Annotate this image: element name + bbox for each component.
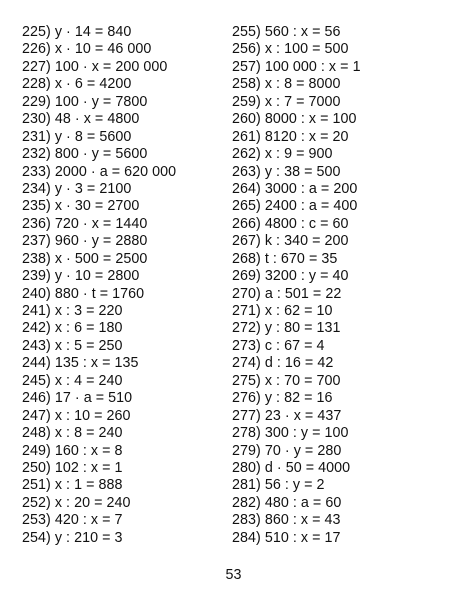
problem-277: 277) 23 · x = 437	[232, 407, 342, 424]
problem-236: 236) 720 · x = 1440	[22, 215, 148, 232]
problem-238: 238) x · 500 = 2500	[22, 250, 148, 267]
problem-227: 227) 100 · x = 200 000	[22, 58, 168, 75]
problem-239: 239) y · 10 = 2800	[22, 268, 140, 285]
left-problem-column	[22, 24, 176, 547]
page-number: 53	[225, 567, 242, 583]
problem-252: 252) x : 20 = 240	[22, 494, 131, 511]
problem-273: 273) c : 67 = 4	[232, 337, 325, 354]
problem-243: 243) x : 5 = 250	[22, 337, 123, 354]
problem-256: 256) x : 100 = 500	[232, 41, 349, 58]
problem-246: 246) 17 · a = 510	[22, 390, 133, 407]
problem-233: 233) 2000 · a = 620 000	[22, 163, 177, 180]
problem-245: 245) x : 4 = 240	[22, 372, 123, 389]
problem-275: 275) x : 70 = 700	[232, 372, 341, 389]
problem-283: 283) 860 : x = 43	[232, 512, 341, 529]
problem-262: 262) x : 9 = 900	[232, 146, 333, 163]
problem-228: 228) x · 6 = 4200	[22, 76, 132, 93]
problem-276: 276) y : 82 = 16	[232, 390, 333, 407]
problem-247: 247) x : 10 = 260	[22, 407, 131, 424]
problem-260: 260) 8000 : x = 100	[232, 111, 357, 128]
problem-253: 253) 420 : x = 7	[22, 512, 123, 529]
problem-266: 266) 4800 : c = 60	[232, 215, 349, 232]
problem-251: 251) x : 1 = 888	[22, 477, 123, 494]
problem-279: 279) 70 · y = 280	[232, 442, 342, 459]
problem-280: 280) d · 50 = 4000	[232, 459, 351, 476]
problem-284: 284) 510 : x = 17	[232, 529, 341, 546]
problem-278: 278) 300 : y = 100	[232, 425, 349, 442]
problem-250: 250) 102 : x = 1	[22, 459, 123, 476]
right-problem-column	[232, 24, 361, 547]
problem-281: 281) 56 : y = 2	[232, 477, 325, 494]
problem-226: 226) x · 10 = 46 000	[22, 41, 152, 58]
problem-241: 241) x : 3 = 220	[22, 303, 123, 319]
problem-235: 235) x · 30 = 2700	[22, 198, 140, 215]
problem-225: 225) y · 14 = 840	[22, 24, 132, 40]
problem-258: 258) x : 8 = 8000	[232, 76, 341, 93]
problem-249: 249) 160 : x = 8	[22, 442, 123, 459]
problem-242: 242) x : 6 = 180	[22, 320, 123, 337]
problem-244: 244) 135 : x = 135	[22, 355, 139, 372]
problem-230: 230) 48 · x = 4800	[22, 111, 140, 128]
problem-261: 261) 8120 : x = 20	[232, 128, 349, 145]
problem-274: 274) d : 16 = 42	[232, 355, 334, 372]
problem-231: 231) y · 8 = 5600	[22, 128, 132, 145]
problem-254: 254) y : 210 = 3	[22, 529, 123, 546]
problem-234: 234) y · 3 = 2100	[22, 180, 132, 197]
problem-268: 268) t : 670 = 35	[232, 250, 338, 267]
problem-264: 264) 3000 : a = 200	[232, 180, 358, 197]
problem-263: 263) y : 38 = 500	[232, 163, 341, 180]
problem-282: 282) 480 : a = 60	[232, 494, 342, 511]
problem-270: 270) a : 501 = 22	[232, 285, 342, 302]
problem-259: 259) x : 7 = 7000	[232, 93, 341, 110]
problem-237: 237) 960 · y = 2880	[22, 233, 148, 250]
problem-255: 255) 560 : x = 56	[232, 24, 341, 40]
problem-257: 257) 100 000 : x = 1	[232, 58, 361, 75]
problem-271: 271) x : 62 = 10	[232, 303, 333, 319]
problem-272: 272) y : 80 = 131	[232, 320, 341, 337]
problem-265: 265) 2400 : a = 400	[232, 198, 358, 215]
problem-229: 229) 100 · y = 7800	[22, 93, 148, 110]
problem-267: 267) k : 340 = 200	[232, 233, 349, 250]
problem-240: 240) 880 · t = 1760	[22, 285, 145, 302]
problem-232: 232) 800 · y = 5600	[22, 146, 148, 163]
problem-248: 248) x : 8 = 240	[22, 425, 123, 442]
problem-269: 269) 3200 : y = 40	[232, 268, 349, 285]
